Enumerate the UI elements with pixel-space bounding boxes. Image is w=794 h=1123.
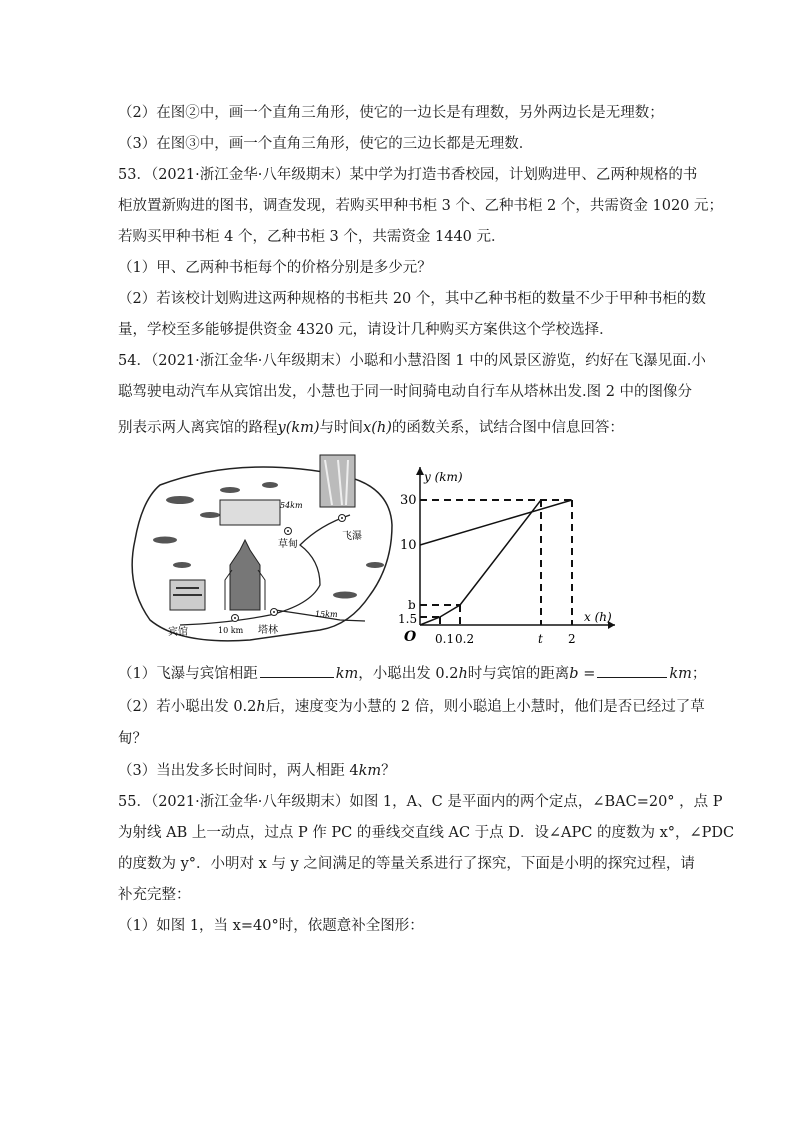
graph-y-axis-label: y (km) <box>424 470 463 484</box>
question-54-line-1: 54．（2021·浙江金华·八年级期末）小聪和小慧沿图 1 中的风景区游览，约好在飞瀑见面.小 <box>118 353 706 369</box>
map-label-54km: 54km <box>280 501 303 510</box>
question-54-sub-2-cont: 甸？ <box>118 731 147 747</box>
figures-area <box>120 445 620 660</box>
question-53-sub-2a: （2）若该校计划购进这两种规格的书柜共 20 个，其中乙种书柜的数量不少于甲种书柜的数 <box>118 291 706 307</box>
question-53-sub-2b: 量，学校至多能够提供资金 4320 元，请设计几种购买方案供这个学校选择． <box>118 322 614 338</box>
map-label-feipu: 飞瀑 <box>342 531 362 542</box>
graph-tick-2: 2 <box>568 632 576 646</box>
question-55-line-4: 补充完整： <box>118 887 191 903</box>
question-54-sub-2: （2）若小聪出发 0.2h后，速度变为小慧的 2 倍，则小聪追上小慧时，他们是否已经过了草 <box>118 699 705 715</box>
question-54-line-3: 别表示两人离宾馆的路程y(km)与时间x(h)的函数关系，试结合图中信息回答： <box>118 420 624 436</box>
map-label-binguan: 宾馆 <box>168 627 188 638</box>
question-52-part-2: （2）在图②中，画一个直角三角形，使它的一边长是有理数，另外两边长是无理数； <box>118 105 664 121</box>
map-label-talin: 塔林 <box>258 625 278 636</box>
graph-tick-1-5: 1.5 <box>398 612 418 626</box>
graph-tick-b: b <box>408 598 416 612</box>
graph-tick-30: 30 <box>400 493 417 508</box>
answer-blank-distance[interactable] <box>260 663 334 678</box>
question-53-line-2: 柜放置新购进的图书，调查发现，若购买甲种书柜 3 个、乙种书柜 2 个，共需资金 1020 元； <box>118 198 724 214</box>
question-55-line-3: 的度数为 y°．小明对 x 与 y 之间满足的等量关系进行了探究，下面是小明的探究过程，请 <box>118 856 695 872</box>
graph-tick-10: 10 <box>400 538 417 553</box>
map-label-15km: 15km <box>315 610 338 619</box>
question-54-sub-1: （1）飞瀑与宾馆相距 km，小聪出发 0.2h时与宾馆的距离b = km； <box>118 663 688 684</box>
question-55-line-2: 为射线 AB 上一动点，过点 P 作 PC 的垂线交直线 AC 于点 D．设∠APC 的度数为 x°，∠PDC <box>118 825 735 841</box>
figures-svg <box>120 445 620 660</box>
question-53-line-3: 若购买甲种书柜 4 个，乙种书柜 3 个，共需资金 1440 元． <box>118 229 506 245</box>
scenic-map <box>132 455 392 641</box>
graph-tick-t: t <box>538 632 543 646</box>
answer-blank-b[interactable] <box>597 663 667 678</box>
map-label-caodian: 草甸 <box>278 539 298 550</box>
graph-x-axis-label: x (h) <box>584 610 612 624</box>
question-52-part-3: （3）在图③中，画一个直角三角形，使它的三边长都是无理数． <box>118 136 534 152</box>
distance-time-graph <box>398 467 615 646</box>
question-54-line-2: 聪驾驶电动汽车从宾馆出发，小慧也于同一时间骑电动自行车从塔林出发.图 2 中的图像分 <box>118 384 693 400</box>
graph-origin: O <box>404 629 417 645</box>
question-55-line-1: 55．（2021·浙江金华·八年级期末）如图 1，A、C 是平面内的两个定点，∠BAC=20° ，点 P <box>118 794 723 810</box>
graph-tick-0-2: 0.2 <box>455 632 475 646</box>
question-53-line-1: 53．（2021·浙江金华·八年级期末）某中学为打造书香校园，计划购进甲、乙两种规格的书 <box>118 167 698 183</box>
question-53-sub-1: （1）甲、乙两种书柜每个的价格分别是多少元？ <box>118 260 432 276</box>
question-54-sub-3: （3）当出发多长时间时，两人相距 4km？ <box>118 763 396 779</box>
map-label-10km: 10 km <box>218 626 244 635</box>
question-55-sub-1: （1）如图 1，当 x=40°时，依题意补全图形： <box>118 918 424 934</box>
graph-tick-0-1: 0.1 <box>435 632 455 646</box>
